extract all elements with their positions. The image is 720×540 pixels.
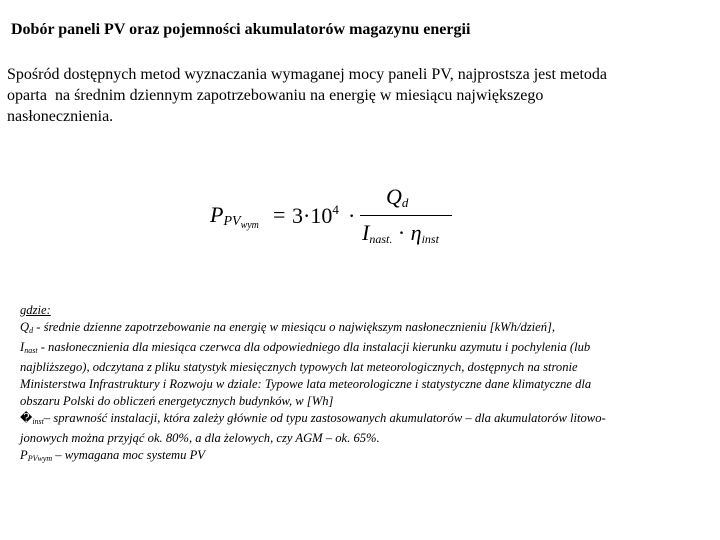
legend-inast-continuation: obszaru Polski do obliczeń energetycznych budynków, w [Wh] [20,394,334,408]
formula-q-subscript: d [401,195,409,210]
formula-i-subscript: nast. [369,232,393,246]
formula-coefficient [292,202,339,229]
legend-ppv-subscript: PVwym [27,454,53,463]
formula-coefficient-base: 3·10 [292,203,333,228]
legend-item-qd [20,319,710,339]
legend-eta-text: – sprawność instalacji, która zależy głównie od typu zastosowanych akumulatorów – dla akumulatorów litowo- [43,411,606,425]
formula-multiply-dot: · [348,203,356,228]
legend-item-inast [20,339,710,359]
intro-line: Spośród dostępnych metod wyznaczania wymaganej mocy paneli PV, najprostsza jest metoda [7,66,607,83]
legend-qd-symbol: Q [20,320,30,334]
legend-inast-subscript: nast [24,346,38,355]
legend-eta-continuation: jonowych można przyjąć ok. 80%, a dla żelowych, czy AGM – ok. 65%. [20,431,380,445]
intro-line: nasłonecznienia. [7,108,114,125]
legend-eta-subscript: inst [32,417,44,426]
missing-glyph-icon: � [20,411,33,425]
formula-i-symbol: I [362,220,370,245]
legend-inast-text: - nasłonecznienia dla miesiąca czerwca dla odpowiedniego dla instalacji kierunku azymutu i pochylenia (lub [37,340,591,354]
legend-qd-text: - średnie dzienne zapotrzebowanie na energię w miesiącu o największym nasłonecznieniu [kWh/dzień], [33,320,556,334]
legend-item-ppv [20,447,710,467]
formula-p-symbol: P [210,202,224,227]
intro-paragraph [7,64,707,127]
formula-legend [20,302,710,467]
formula-pv-subscript: PV [223,214,241,229]
formula-eta-symbol: η [410,220,422,245]
formula-q-symbol: Q [386,184,402,209]
formula-numerator [386,184,408,211]
legend-intro: gdzie: [20,303,51,317]
legend-item-eta [20,410,710,430]
formula-wym-subscript: wym [240,220,259,231]
legend-qd-subscript: d [29,326,34,335]
legend-inast-continuation: Ministerstwa Infrastruktury i Rozwoju w dziale: Typowe lata meteorologiczne i statystyczne dane klimatyczne dla [20,377,592,391]
legend-ppv-text: – wymagana moc systemu PV [52,448,205,462]
pv-power-formula [210,184,450,250]
formula-denominator-dot: · [392,220,411,245]
page-title: Dobór paneli PV oraz pojemności akumulatorów magazynu energii [11,21,471,38]
intro-line: oparta na średnim dziennym zapotrzebowaniu na energię w miesiącu największego [7,87,544,104]
formula-eta-subscript: inst [421,232,439,246]
formula-equals: = [273,202,286,227]
legend-ppv-symbol: P [20,448,28,462]
formula-exponent: 4 [332,202,339,217]
legend-inast-symbol: I [20,340,25,354]
legend-inast-continuation: najbliższego), odczytana z pliku statystyk miesięcznych typowych lat meteorologicznych, dostępnych na stronie [20,360,578,374]
formula-denominator [362,220,439,247]
formula-lhs [210,202,259,231]
formula-fraction-bar [360,215,452,216]
